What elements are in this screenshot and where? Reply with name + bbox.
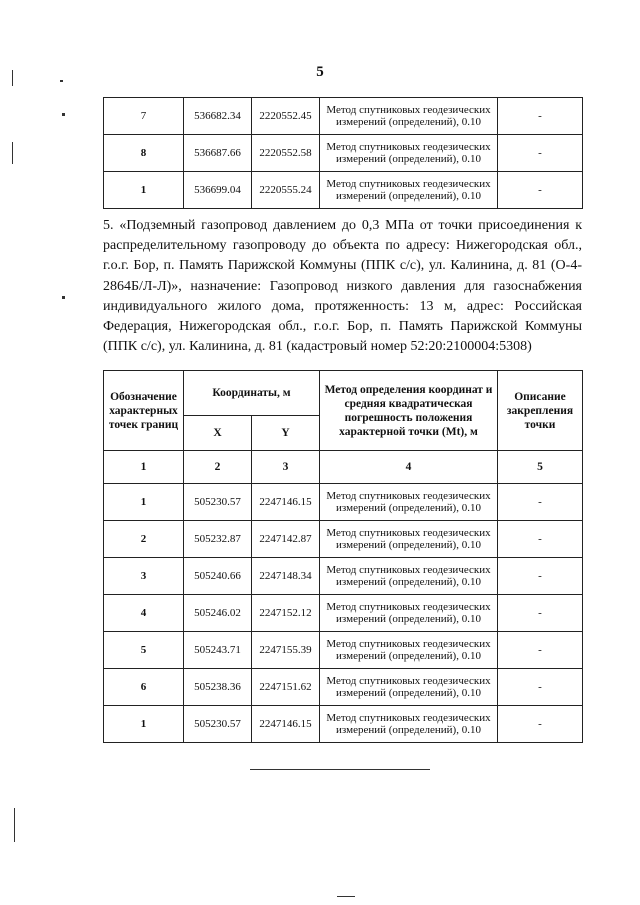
table-row [104, 595, 583, 632]
method-line-1: Метод спутниковых геодезических [326, 601, 491, 613]
coordinates-table [103, 370, 583, 743]
method-cell [320, 484, 498, 521]
desc-cell: - [498, 632, 583, 669]
desc-cell: - [498, 172, 583, 209]
y-cell: 2220555.24 [252, 172, 320, 209]
closing-rule [250, 769, 430, 770]
point-cell: 6 [104, 669, 184, 706]
desc-cell: - [498, 669, 583, 706]
point-cell: 7 [104, 98, 184, 135]
method-line-2: измерений (определений), 0.10 [336, 613, 481, 625]
y-cell: 2247151.62 [252, 669, 320, 706]
header-description: Описание закрепления точки [498, 371, 583, 451]
header-y: Y [252, 416, 320, 451]
method-line-1: Метод спутниковых геодезических [326, 527, 491, 539]
method-line-1: Метод спутниковых геодезических [326, 675, 491, 687]
y-cell: 2247146.15 [252, 706, 320, 743]
desc-cell: - [498, 98, 583, 135]
method-line-2: измерений (определений), 0.10 [336, 724, 481, 736]
desc-cell: - [498, 135, 583, 172]
method-cell [320, 135, 498, 172]
x-cell: 505246.02 [184, 595, 252, 632]
method-cell [320, 521, 498, 558]
point-cell: 2 [104, 521, 184, 558]
method-line-1: Метод спутниковых геодезических [326, 638, 491, 650]
header-point-designation: Обозначение характерных точек границ [104, 371, 184, 451]
method-line-1: Метод спутниковых геодезических [326, 141, 491, 153]
column-number-1: 1 [104, 451, 184, 484]
method-line-2: измерений (определений), 0.10 [336, 153, 481, 165]
point-cell: 8 [104, 135, 184, 172]
table-row [104, 98, 583, 135]
method-cell [320, 706, 498, 743]
method-line-1: Метод спутниковых геодезических [326, 104, 491, 116]
scan-mark [60, 80, 63, 82]
method-line-1: Метод спутниковых геодезических [326, 178, 491, 190]
method-line-2: измерений (определений), 0.10 [336, 650, 481, 662]
column-number-4: 4 [320, 451, 498, 484]
table-row [104, 669, 583, 706]
method-cell [320, 98, 498, 135]
table-row [104, 558, 583, 595]
method-line-2: измерений (определений), 0.10 [336, 190, 481, 202]
scan-mark [12, 70, 13, 86]
y-cell: 2247152.12 [252, 595, 320, 632]
table-row [104, 706, 583, 743]
coordinates-table-continued [103, 97, 583, 209]
object-description-paragraph: 5. «Подземный газопровод давлением до 0,3 МПа от точки присоединения к распределительному газопроводу до объекта по адресу: Нижегородская обл., г.о.г. Бор, п. Память Парижской Коммуны (ППК с/с), ул. Калинина, д. 81 (О-4-2864Б/Л-Л)», назначение: Газопровод низкого давления для газоснабжения индивидуального жилого дома, протяженность: 13 м, адрес: Российская Федерация, Нижегородская обл., г.о.г. Бор, п. Память Парижской Коммуны (ППК с/с), ул. Калинина, д. 81 (кадастровый номер 52:20:2100004:5308) [103, 218, 582, 355]
header-coordinates: Координаты, м [184, 371, 320, 416]
table-row [104, 484, 583, 521]
point-cell: 3 [104, 558, 184, 595]
method-line-2: измерений (определений), 0.10 [336, 539, 481, 551]
column-number-2: 2 [184, 451, 252, 484]
y-cell: 2247142.87 [252, 521, 320, 558]
table-row [104, 521, 583, 558]
point-cell: 1 [104, 172, 184, 209]
table-row [104, 172, 583, 209]
method-cell [320, 632, 498, 669]
point-cell: 4 [104, 595, 184, 632]
method-line-1: Метод спутниковых геодезических [326, 564, 491, 576]
method-line-2: измерений (определений), 0.10 [336, 502, 481, 514]
x-cell: 536687.66 [184, 135, 252, 172]
desc-cell: - [498, 484, 583, 521]
y-cell: 2220552.58 [252, 135, 320, 172]
method-line-1: Метод спутниковых геодезических [326, 712, 491, 724]
desc-cell: - [498, 558, 583, 595]
scan-mark [62, 113, 65, 116]
desc-cell: - [498, 521, 583, 558]
scan-mark [62, 296, 65, 299]
scan-mark [14, 808, 15, 842]
method-line-2: измерений (определений), 0.10 [336, 576, 481, 588]
method-line-1: Метод спутниковых геодезических [326, 490, 491, 502]
table-row [104, 632, 583, 669]
x-cell: 505230.57 [184, 484, 252, 521]
table-row [104, 135, 583, 172]
y-cell: 2247146.15 [252, 484, 320, 521]
method-cell [320, 595, 498, 632]
x-cell: 505230.57 [184, 706, 252, 743]
y-cell: 2220552.45 [252, 98, 320, 135]
point-cell: 5 [104, 632, 184, 669]
desc-cell: - [498, 595, 583, 632]
x-cell: 505232.87 [184, 521, 252, 558]
method-cell [320, 172, 498, 209]
x-cell: 505243.71 [184, 632, 252, 669]
point-cell: 1 [104, 484, 184, 521]
point-cell: 1 [104, 706, 184, 743]
method-cell [320, 669, 498, 706]
x-cell: 536699.04 [184, 172, 252, 209]
header-x: X [184, 416, 252, 451]
desc-cell: - [498, 706, 583, 743]
x-cell: 505238.36 [184, 669, 252, 706]
column-number-5: 5 [498, 451, 583, 484]
scan-mark [12, 142, 13, 164]
method-line-2: измерений (определений), 0.10 [336, 687, 481, 699]
column-number-3: 3 [252, 451, 320, 484]
y-cell: 2247155.39 [252, 632, 320, 669]
y-cell: 2247148.34 [252, 558, 320, 595]
header-method: Метод определения координат и средняя квадратическая погрешность положения характерной точки (Mt), м [320, 371, 498, 451]
x-cell: 536682.34 [184, 98, 252, 135]
page-number: 5 [316, 64, 324, 80]
method-cell [320, 558, 498, 595]
method-line-2: измерений (определений), 0.10 [336, 116, 481, 128]
x-cell: 505240.66 [184, 558, 252, 595]
scan-mark [337, 896, 355, 897]
